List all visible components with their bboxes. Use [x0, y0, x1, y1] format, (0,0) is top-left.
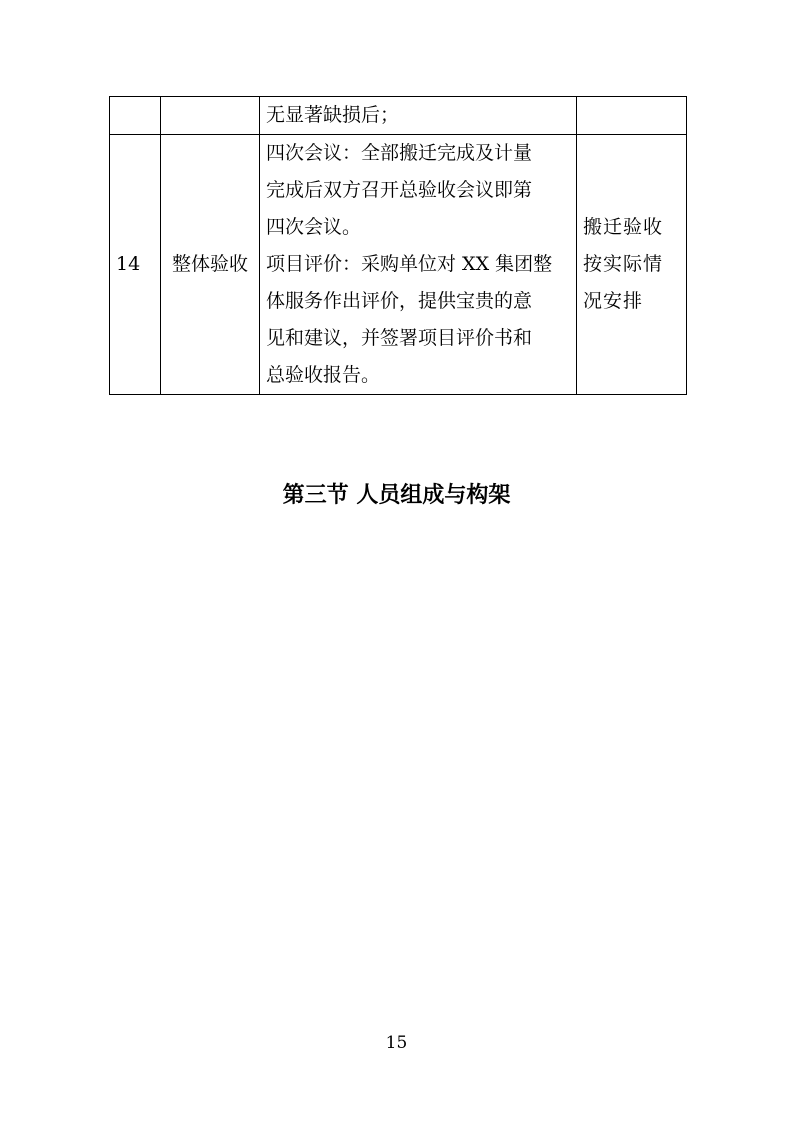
content-line: 总验收报告。	[266, 364, 381, 386]
page-number: 15	[385, 1033, 408, 1053]
table-row-continued	[110, 97, 687, 135]
content-line: 项目评价：采购单位对 XX 集团整	[266, 253, 553, 275]
cell-item: 整体验收	[161, 135, 260, 395]
cell-remark	[577, 135, 687, 395]
content-line: 完成后双方召开总验收会议即第	[266, 179, 533, 201]
cell-no: 14	[110, 135, 161, 395]
cell-item	[161, 97, 260, 135]
content-line: 见和建议，并签署项目评价书和	[266, 327, 533, 349]
cell-content	[260, 135, 577, 395]
cell-remark	[577, 97, 687, 135]
content-line: 四次会议：全部搬迁完成及计量	[266, 142, 533, 164]
cell-no	[110, 97, 161, 135]
remark-line: 况安排	[583, 290, 644, 312]
content-line: 体服务作出评价，提供宝贵的意	[266, 290, 533, 312]
remark-line: 搬迁验收	[583, 216, 664, 238]
acceptance-table	[109, 96, 687, 395]
content-line: 四次会议。	[266, 216, 362, 238]
section-heading: 第三节 人员组成与构架	[282, 483, 511, 508]
content-line: 无显著缺损后；	[266, 104, 400, 126]
cell-content	[260, 97, 577, 135]
remark-line: 按实际情	[583, 253, 664, 275]
table-row-14	[110, 135, 687, 395]
